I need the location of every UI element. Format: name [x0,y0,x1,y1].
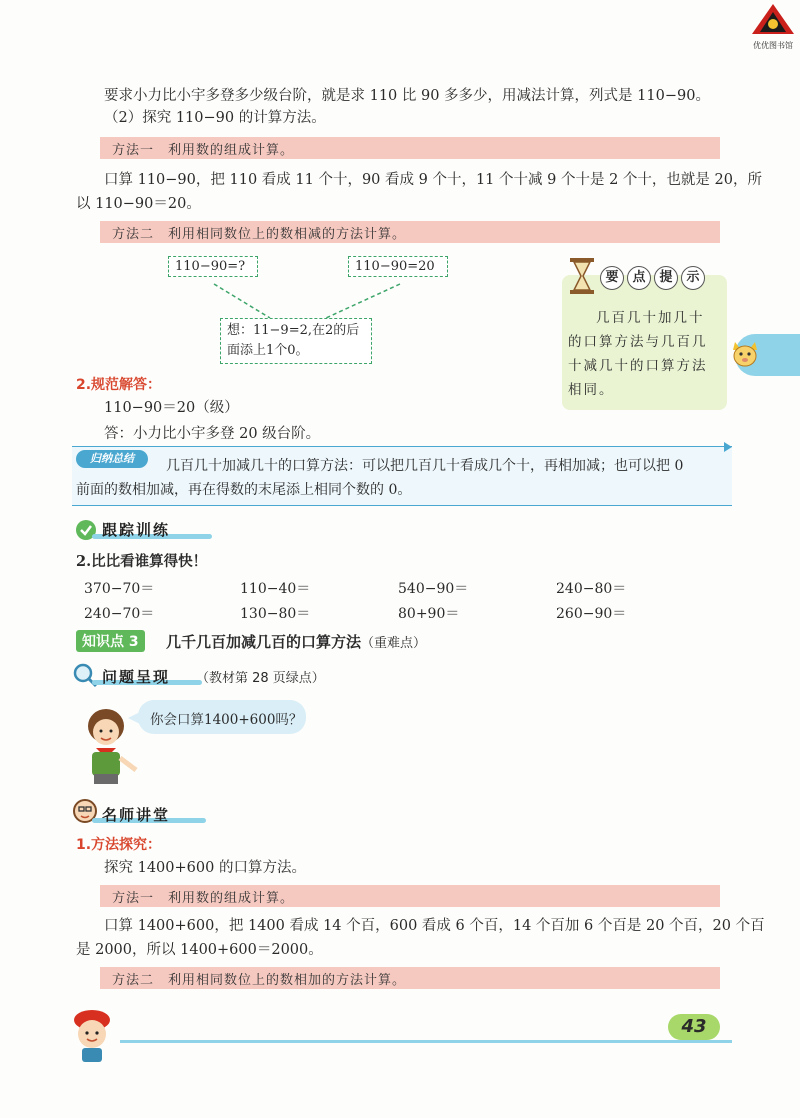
diagram-box-question: 110−90=? [168,256,258,277]
training-title: 跟踪训练 [102,521,171,539]
logo-text: 优优图书馆 [753,41,793,50]
tip-char: 示 [681,266,705,290]
exercise-item: 80+90＝ [398,606,460,622]
method-band: 方法一 利用数的组成计算。 [100,885,720,907]
method-title: 1.方法探究： [76,837,162,853]
summary-tag: 归纳总结 [76,450,148,468]
exercise-title: 2.比比看谁算得快！ [76,553,208,570]
tip-char: 要 [600,266,624,290]
exercise-item: 260−90＝ [556,606,627,622]
knowledge-title: 几千几百加减几百的口算方法（重难点） [166,633,427,651]
mascot-illustration [62,1008,122,1068]
page-number: 43 [681,1016,707,1037]
tip-char: 提 [654,266,678,290]
explore-text: 探究 1400+600 的口算方法。 [104,860,306,876]
summary-arrow-icon [724,442,732,452]
paragraph: 以 110−90＝20。 [76,196,201,212]
method-band: 方法二 利用相同数位上的数相加的方法计算。 [100,967,720,989]
tip-title [600,266,705,290]
summary-text: 几百几十加减几十的口算方法：可以把几百几十看成几个十，再相加减；也可以把 0 [166,458,684,474]
summary-text: 前面的数相加减，再在得数的末尾添上相同个数的 0。 [76,482,412,498]
exercise-item: 240−70＝ [84,606,155,622]
diagram-box-thinking: 想：11−9=2,在2的后 面添上1个0。 [220,318,372,364]
calc-diagram [150,250,470,365]
hourglass-icon [567,256,597,300]
tip-body: 几百几十加几十 的口算方法与几百几 十减几十的口算方法 相同。 [568,310,708,398]
method-band: 方法一 利用数的组成计算。 [100,137,720,159]
teacher-title: 名师讲堂 [102,806,171,824]
paragraph: 要求小力比小宇多登多少级台阶，就是求 110 比 90 多多少，用减法计算，列式是 110−90。 [104,88,710,104]
publisher-logo [750,2,796,48]
exercise-item: 540−90＝ [398,581,469,597]
knowledge-tag: 知识点 3 [76,630,145,652]
training-icon [74,518,98,546]
paragraph: （2）探究 110−90 的计算方法。 [104,110,326,126]
problem-ref: （教材第 28 页绿点） [196,671,325,686]
magnifier-icon [72,662,98,692]
tip-char: 点 [627,266,651,290]
paragraph: 口算 1400+600，把 1400 看成 14 个百，600 看成 6 个百，14 个百加 6 个百是 20 个百，20 个百 [104,918,765,934]
answer-title: 2.规范解答： [76,377,162,393]
exercise-item: 130−80＝ [240,606,311,622]
paragraph: 口算 110−90，把 110 看成 11 个十，90 看成 9 个十，11 个十减 9 个十是 2 个十，也就是 20，所 [104,172,762,188]
answer-text: 答：小力比小宇多登 20 级台阶。 [104,426,321,442]
exercise-item: 240−80＝ [556,581,627,597]
method-band: 方法二 利用相同数位上的数相减的方法计算。 [100,221,720,243]
animal-icon [730,338,760,374]
speech-bubble-tail [128,712,140,724]
paragraph: 是 2000，所以 1400+600＝2000。 [76,942,323,958]
problem-title: 问题呈现 [102,668,171,686]
answer-equation: 110−90＝20（级） [104,400,239,416]
diagram-box-answer: 110−90=20 [348,256,448,277]
speech-text: 你会口算1400+600吗？ [150,712,303,728]
exercise-item: 370−70＝ [84,581,155,597]
teacher-icon [72,798,98,828]
footer-rule [120,1040,732,1043]
exercise-item: 110−40＝ [240,581,311,597]
